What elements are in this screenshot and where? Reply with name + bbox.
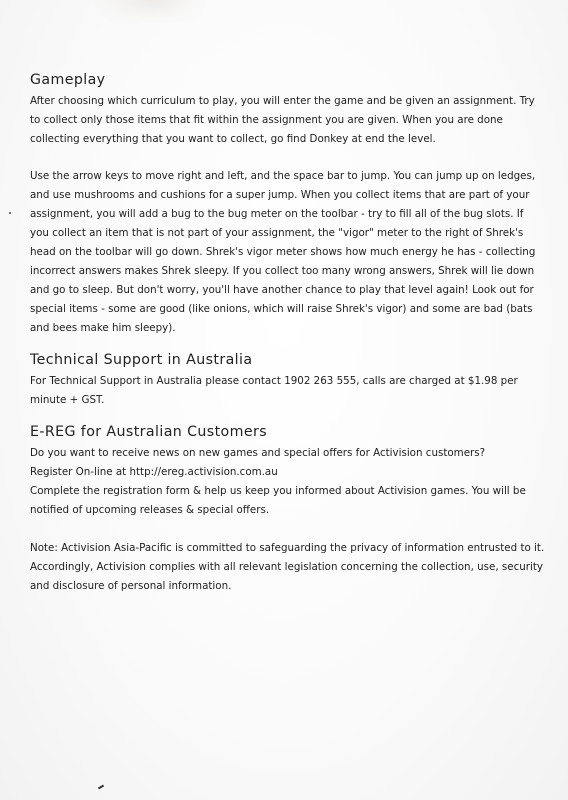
gameplay-intro-paragraph: After choosing which curriculum to play, you will enter the game and be given an assignment. Try to collect only those items that fit within the assignment you are given. When you are done collecting everything that you want to collect, go find Donkey at end the level. — [30, 95, 535, 145]
ereg-heading: E-REG for Australian Customers — [30, 424, 267, 440]
paper-stain — [95, 0, 205, 22]
tech-support-heading: Technical Support in Australia — [30, 352, 253, 368]
page-content — [30, 70, 545, 596]
ink-speck — [9, 212, 11, 214]
ereg-register-line: Register On-line at http://ereg.activision.com.au — [30, 466, 278, 478]
gameplay-controls-paragraph: Use the arrow keys to move right and left, and the space bar to jump. You can jump up on ledges, and use mushrooms and cushions for a super jump. When you collect items that are part of your assignment, you will add a bug to the bug meter on the toolbar - try to fill all of the bug slots. If you collect an item that is not part of your assignment, the "vigor" meter to the right of Shrek's head on the toolbar will go down. Shrek's vigor meter shows how much energy he has - collecting incorrect answers makes Shrek sleepy. If you collect too many wrong answers, Shrek will lie down and go to sleep. But don't worry, you'll have another chance to play that level again! Look out for special items - some are good (like onions, which will raise Shrek's vigor) and some are bad (bats and bees make him sleepy). — [30, 170, 536, 334]
privacy-note-paragraph: Note: Activision Asia-Pacific is committed to safeguarding the privacy of information entrusted to it. Accordingly, Activision complies with all relevant legislation concerning the collection, use, security and disclosure of personal information. — [30, 542, 545, 592]
tech-support-paragraph: For Technical Support in Australia please contact 1902 263 555, calls are charged at $1.98 per minute + GST. — [30, 375, 518, 406]
ereg-news-line: Do you want to receive news on new games and special offers for Activision customers? — [30, 447, 486, 459]
ink-mark — [98, 785, 104, 790]
gameplay-heading: Gameplay — [30, 72, 106, 88]
ereg-registration-paragraph: Complete the registration form & help us keep you informed about Activision games. You will be notified of upcoming releases & special offers. — [30, 485, 526, 516]
